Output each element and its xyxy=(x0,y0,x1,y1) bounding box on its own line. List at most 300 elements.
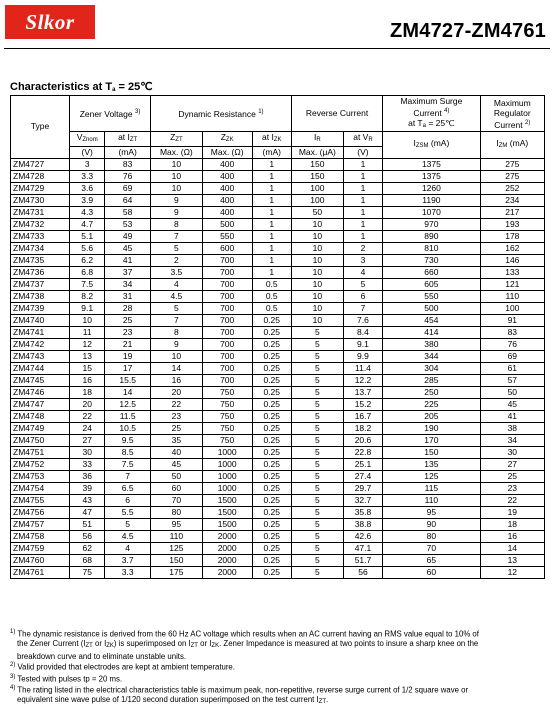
type-cell: ZM4737 xyxy=(11,278,70,290)
header-type: Type xyxy=(11,96,70,159)
value-cell: 56 xyxy=(343,566,382,578)
value-cell: 285 xyxy=(383,374,480,386)
value-cell: 0.25 xyxy=(252,458,291,470)
value-cell: 0.25 xyxy=(252,350,291,362)
value-cell: 47.1 xyxy=(343,542,382,554)
value-cell: 3.3 xyxy=(70,170,105,182)
value-cell: 810 xyxy=(383,242,480,254)
value-cell: 10.5 xyxy=(105,422,151,434)
value-cell: 49 xyxy=(105,230,151,242)
value-cell: 8 xyxy=(150,218,202,230)
value-cell: 22 xyxy=(480,494,544,506)
header-izk: at $I_{ZK}$ xyxy=(252,131,291,146)
value-cell: 1500 xyxy=(202,506,252,518)
value-cell: 11.4 xyxy=(343,362,382,374)
value-cell: 400 xyxy=(202,170,252,182)
header-ir: $I_R$ xyxy=(291,131,343,146)
value-cell: 27 xyxy=(70,434,105,446)
type-cell: ZM4760 xyxy=(11,554,70,566)
value-cell: 25.1 xyxy=(343,458,382,470)
value-cell: 56 xyxy=(70,530,105,542)
value-cell: 65 xyxy=(383,554,480,566)
value-cell: 217 xyxy=(480,206,544,218)
type-cell: ZM4729 xyxy=(11,182,70,194)
value-cell: 5 xyxy=(291,482,343,494)
value-cell: 16.7 xyxy=(343,410,382,422)
value-cell: 1 xyxy=(343,194,382,206)
value-cell: 1070 xyxy=(383,206,480,218)
header-regulator-current: Maximum Regulator Current $^{2)}$ xyxy=(480,96,544,132)
value-cell: 9.1 xyxy=(70,302,105,314)
value-cell: 47 xyxy=(70,506,105,518)
value-cell: 400 xyxy=(202,182,252,194)
value-cell: 454 xyxy=(383,314,480,326)
value-cell: 10 xyxy=(291,230,343,242)
value-cell: 12.5 xyxy=(105,398,151,410)
footnote-1: $^{1)}$ The dynamic resistance is derived from the 60 Hz AC voltage which results when an AC current having an RMS value equal to 10% of xyxy=(10,629,479,639)
value-cell: 0.25 xyxy=(252,470,291,482)
value-cell: 133 xyxy=(480,266,544,278)
value-cell: 5 xyxy=(291,566,343,578)
footnote-2: $^{2)}$ Valid provided that electrodes are kept at ambient temperature. xyxy=(10,662,235,672)
value-cell: 5 xyxy=(150,242,202,254)
value-cell: 1 xyxy=(252,170,291,182)
value-cell: 5 xyxy=(150,302,202,314)
value-cell: 25 xyxy=(105,314,151,326)
value-cell: 10 xyxy=(291,254,343,266)
value-cell: 605 xyxy=(383,278,480,290)
header-surge-current: Maximum Surge Current $^{4)}$ at $T_a$ = 25℃ xyxy=(383,96,480,132)
value-cell: 7 xyxy=(150,230,202,242)
value-cell: 0.25 xyxy=(252,434,291,446)
table-body xyxy=(11,158,545,578)
value-cell: 5 xyxy=(291,446,343,458)
value-cell: 28 xyxy=(105,302,151,314)
value-cell: 0.25 xyxy=(252,410,291,422)
value-cell: 115 xyxy=(383,482,480,494)
value-cell: 16 xyxy=(70,374,105,386)
value-cell: 750 xyxy=(202,422,252,434)
value-cell: 1 xyxy=(252,182,291,194)
value-cell: 5 xyxy=(291,530,343,542)
type-cell: ZM4754 xyxy=(11,482,70,494)
value-cell: 8 xyxy=(150,326,202,338)
table-row xyxy=(11,158,545,170)
value-cell: 0.25 xyxy=(252,422,291,434)
value-cell: 5 xyxy=(291,374,343,386)
value-cell: 11.5 xyxy=(105,410,151,422)
value-cell: 4.3 xyxy=(70,206,105,218)
value-cell: 344 xyxy=(383,350,480,362)
value-cell: 16 xyxy=(150,374,202,386)
type-cell: ZM4752 xyxy=(11,458,70,470)
value-cell: 700 xyxy=(202,302,252,314)
value-cell: 6.8 xyxy=(70,266,105,278)
value-cell: 0.25 xyxy=(252,326,291,338)
value-cell: 45 xyxy=(105,242,151,254)
table-row xyxy=(11,314,545,326)
value-cell: 6.5 xyxy=(105,482,151,494)
value-cell: 1 xyxy=(252,158,291,170)
type-cell: ZM4727 xyxy=(11,158,70,170)
value-cell: 12 xyxy=(480,566,544,578)
value-cell: 970 xyxy=(383,218,480,230)
value-cell: 5 xyxy=(291,458,343,470)
value-cell: 5 xyxy=(291,362,343,374)
value-cell: 7.5 xyxy=(105,458,151,470)
value-cell: 34 xyxy=(480,434,544,446)
value-cell: 730 xyxy=(383,254,480,266)
value-cell: 380 xyxy=(383,338,480,350)
type-cell: ZM4753 xyxy=(11,470,70,482)
value-cell: 39 xyxy=(70,482,105,494)
value-cell: 0.25 xyxy=(252,530,291,542)
value-cell: 38 xyxy=(480,422,544,434)
table-row xyxy=(11,482,545,494)
type-cell: ZM4736 xyxy=(11,266,70,278)
value-cell: 150 xyxy=(291,158,343,170)
value-cell: 178 xyxy=(480,230,544,242)
value-cell: 5 xyxy=(291,410,343,422)
value-cell: 414 xyxy=(383,326,480,338)
footnote-4-cont: equivalent sine wave pulse of 1/120 second duration superimposed on the test current $I_{ZT}$. xyxy=(17,694,329,705)
type-cell: ZM4743 xyxy=(11,350,70,362)
table-row xyxy=(11,254,545,266)
value-cell: 275 xyxy=(480,158,544,170)
unit-cell: (V) xyxy=(343,146,382,158)
value-cell: 38.8 xyxy=(343,518,382,530)
value-cell: 0.5 xyxy=(252,278,291,290)
value-cell: 10 xyxy=(291,302,343,314)
value-cell: 11 xyxy=(70,326,105,338)
value-cell: 1 xyxy=(343,218,382,230)
value-cell: 20 xyxy=(150,386,202,398)
header-vznom: $V_{Znom}$ xyxy=(70,131,105,146)
value-cell: 1190 xyxy=(383,194,480,206)
table-row xyxy=(11,326,545,338)
value-cell: 750 xyxy=(202,434,252,446)
value-cell: 0.25 xyxy=(252,398,291,410)
value-cell: 36 xyxy=(70,470,105,482)
type-cell: ZM4730 xyxy=(11,194,70,206)
value-cell: 500 xyxy=(202,218,252,230)
value-cell: 15.2 xyxy=(343,398,382,410)
table-row xyxy=(11,530,545,542)
value-cell: 10 xyxy=(291,218,343,230)
value-cell: 76 xyxy=(105,170,151,182)
table-row xyxy=(11,266,545,278)
value-cell: 193 xyxy=(480,218,544,230)
logo-text: Slkor xyxy=(25,9,75,34)
type-cell: ZM4735 xyxy=(11,254,70,266)
value-cell: 57 xyxy=(480,374,544,386)
table-row xyxy=(11,374,545,386)
header-zener-voltage: Zener Voltage $^{3)}$ xyxy=(70,96,151,132)
value-cell: 53 xyxy=(105,218,151,230)
value-cell: 660 xyxy=(383,266,480,278)
table-row xyxy=(11,542,545,554)
value-cell: 700 xyxy=(202,362,252,374)
value-cell: 10 xyxy=(70,314,105,326)
type-cell: ZM4758 xyxy=(11,530,70,542)
value-cell: 2 xyxy=(150,254,202,266)
table-row xyxy=(11,290,545,302)
value-cell: 0.25 xyxy=(252,542,291,554)
type-cell: ZM4757 xyxy=(11,518,70,530)
value-cell: 34 xyxy=(105,278,151,290)
value-cell: 750 xyxy=(202,410,252,422)
value-cell: 121 xyxy=(480,278,544,290)
value-cell: 64 xyxy=(105,194,151,206)
value-cell: 24 xyxy=(70,422,105,434)
value-cell: 9 xyxy=(150,206,202,218)
value-cell: 1500 xyxy=(202,494,252,506)
value-cell: 9 xyxy=(150,338,202,350)
value-cell: 95 xyxy=(150,518,202,530)
value-cell: 1000 xyxy=(202,446,252,458)
table-row xyxy=(11,350,545,362)
value-cell: 1 xyxy=(252,242,291,254)
value-cell: 4 xyxy=(150,278,202,290)
value-cell: 27 xyxy=(480,458,544,470)
value-cell: 0.25 xyxy=(252,314,291,326)
value-cell: 750 xyxy=(202,398,252,410)
value-cell: 4.7 xyxy=(70,218,105,230)
value-cell: 150 xyxy=(291,170,343,182)
value-cell: 0.25 xyxy=(252,494,291,506)
value-cell: 6.2 xyxy=(70,254,105,266)
value-cell: 7.5 xyxy=(70,278,105,290)
value-cell: 8.4 xyxy=(343,326,382,338)
value-cell: 0.25 xyxy=(252,362,291,374)
value-cell: 7.6 xyxy=(343,314,382,326)
header-dynamic-resistance: Dynamic Resistance $^{1)}$ xyxy=(150,96,291,132)
value-cell: 41 xyxy=(480,410,544,422)
value-cell: 0.25 xyxy=(252,374,291,386)
value-cell: 20.6 xyxy=(343,434,382,446)
value-cell: 0.25 xyxy=(252,482,291,494)
value-cell: 4.5 xyxy=(150,290,202,302)
table-row xyxy=(11,410,545,422)
value-cell: 0.25 xyxy=(252,338,291,350)
type-cell: ZM4734 xyxy=(11,242,70,254)
value-cell: 3.5 xyxy=(150,266,202,278)
value-cell: 6 xyxy=(343,290,382,302)
table-row xyxy=(11,362,545,374)
value-cell: 10 xyxy=(291,242,343,254)
type-cell: ZM4747 xyxy=(11,398,70,410)
value-cell: 22.8 xyxy=(343,446,382,458)
value-cell: 9.1 xyxy=(343,338,382,350)
value-cell: 125 xyxy=(383,470,480,482)
value-cell: 5 xyxy=(291,386,343,398)
value-cell: 1 xyxy=(252,230,291,242)
value-cell: 0.25 xyxy=(252,446,291,458)
value-cell: 13.7 xyxy=(343,386,382,398)
value-cell: 19 xyxy=(480,506,544,518)
value-cell: 6 xyxy=(105,494,151,506)
value-cell: 3.7 xyxy=(105,554,151,566)
value-cell: 5 xyxy=(291,518,343,530)
table-row xyxy=(11,506,545,518)
value-cell: 1 xyxy=(252,218,291,230)
value-cell: 23 xyxy=(105,326,151,338)
unit-cell: (mA) xyxy=(252,146,291,158)
value-cell: 5 xyxy=(291,554,343,566)
value-cell: 62 xyxy=(70,542,105,554)
value-cell: 32.7 xyxy=(343,494,382,506)
table-row xyxy=(11,218,545,230)
table-row xyxy=(11,398,545,410)
value-cell: 2 xyxy=(343,242,382,254)
value-cell: 1 xyxy=(343,230,382,242)
value-cell: 5 xyxy=(291,470,343,482)
value-cell: 170 xyxy=(383,434,480,446)
value-cell: 9.5 xyxy=(105,434,151,446)
header-izsm: $I_{ZSM}$ (mA) xyxy=(383,131,480,158)
value-cell: 7 xyxy=(150,314,202,326)
value-cell: 95 xyxy=(383,506,480,518)
footnote-4: $^{4)}$ The rating listed in the electrical characteristics table is maximum peak, non-repetitive, reverse surge current of 1/2 square wave or xyxy=(10,684,469,695)
table-row xyxy=(11,170,545,182)
table-row xyxy=(11,230,545,242)
value-cell: 110 xyxy=(150,530,202,542)
type-cell: ZM4756 xyxy=(11,506,70,518)
value-cell: 2000 xyxy=(202,566,252,578)
value-cell: 19 xyxy=(105,350,151,362)
value-cell: 13 xyxy=(70,350,105,362)
value-cell: 69 xyxy=(105,182,151,194)
value-cell: 700 xyxy=(202,350,252,362)
value-cell: 45 xyxy=(480,398,544,410)
footnotes xyxy=(10,628,546,708)
table-row xyxy=(11,518,545,530)
value-cell: 18.2 xyxy=(343,422,382,434)
value-cell: 8.5 xyxy=(105,446,151,458)
value-cell: 10 xyxy=(150,182,202,194)
value-cell: 0.25 xyxy=(252,518,291,530)
value-cell: 50 xyxy=(480,386,544,398)
value-cell: 70 xyxy=(383,542,480,554)
table-row xyxy=(11,446,545,458)
value-cell: 1000 xyxy=(202,482,252,494)
value-cell: 190 xyxy=(383,422,480,434)
value-cell: 3.9 xyxy=(70,194,105,206)
type-cell: ZM4745 xyxy=(11,374,70,386)
value-cell: 14 xyxy=(105,386,151,398)
value-cell: 60 xyxy=(150,482,202,494)
value-cell: 80 xyxy=(150,506,202,518)
value-cell: 5 xyxy=(291,338,343,350)
table-row xyxy=(11,470,545,482)
value-cell: 7 xyxy=(343,302,382,314)
value-cell: 225 xyxy=(383,398,480,410)
value-cell: 90 xyxy=(383,518,480,530)
table-row xyxy=(11,554,545,566)
type-cell: ZM4755 xyxy=(11,494,70,506)
value-cell: 5 xyxy=(105,518,151,530)
value-cell: 5.5 xyxy=(105,506,151,518)
value-cell: 1 xyxy=(343,158,382,170)
value-cell: 3 xyxy=(343,254,382,266)
value-cell: 5 xyxy=(291,422,343,434)
value-cell: 150 xyxy=(150,554,202,566)
value-cell: 700 xyxy=(202,314,252,326)
value-cell: 3 xyxy=(70,158,105,170)
value-cell: 15 xyxy=(70,362,105,374)
value-cell: 5 xyxy=(291,326,343,338)
table-row xyxy=(11,206,545,218)
part-number-title: ZM4727-ZM4761 xyxy=(390,20,546,42)
type-cell: ZM4742 xyxy=(11,338,70,350)
value-cell: 110 xyxy=(480,290,544,302)
unit-cell: Max. (Ω) xyxy=(202,146,252,158)
value-cell: 17 xyxy=(105,362,151,374)
value-cell: 50 xyxy=(291,206,343,218)
value-cell: 1260 xyxy=(383,182,480,194)
value-cell: 58 xyxy=(105,206,151,218)
value-cell: 5 xyxy=(291,434,343,446)
value-cell: 23 xyxy=(150,410,202,422)
value-cell: 10 xyxy=(291,290,343,302)
value-cell: 10 xyxy=(150,350,202,362)
type-cell: ZM4731 xyxy=(11,206,70,218)
value-cell: 51 xyxy=(70,518,105,530)
table-row xyxy=(11,566,545,578)
header-zzk: $Z_{ZK}$ xyxy=(202,131,252,146)
value-cell: 1 xyxy=(343,182,382,194)
value-cell: 69 xyxy=(480,350,544,362)
type-cell: ZM4741 xyxy=(11,326,70,338)
value-cell: 31 xyxy=(105,290,151,302)
type-cell: ZM4748 xyxy=(11,410,70,422)
value-cell: 400 xyxy=(202,158,252,170)
value-cell: 43 xyxy=(70,494,105,506)
value-cell: 1500 xyxy=(202,518,252,530)
value-cell: 150 xyxy=(383,446,480,458)
value-cell: 9 xyxy=(150,194,202,206)
value-cell: 1375 xyxy=(383,170,480,182)
type-cell: ZM4728 xyxy=(11,170,70,182)
table-row xyxy=(11,386,545,398)
value-cell: 550 xyxy=(383,290,480,302)
value-cell: 22 xyxy=(70,410,105,422)
type-cell: ZM4751 xyxy=(11,446,70,458)
value-cell: 0.5 xyxy=(252,290,291,302)
value-cell: 80 xyxy=(383,530,480,542)
value-cell: 16 xyxy=(480,530,544,542)
value-cell: 18 xyxy=(70,386,105,398)
header-vr: at $V_R$ xyxy=(343,131,382,146)
value-cell: 15.5 xyxy=(105,374,151,386)
value-cell: 7 xyxy=(105,470,151,482)
value-cell: 1 xyxy=(343,170,382,182)
value-cell: 0.25 xyxy=(252,506,291,518)
value-cell: 5 xyxy=(291,494,343,506)
value-cell: 41 xyxy=(105,254,151,266)
type-cell: ZM4746 xyxy=(11,386,70,398)
value-cell: 10 xyxy=(291,314,343,326)
value-cell: 12 xyxy=(70,338,105,350)
value-cell: 5.1 xyxy=(70,230,105,242)
value-cell: 0.25 xyxy=(252,566,291,578)
value-cell: 1000 xyxy=(202,458,252,470)
value-cell: 5 xyxy=(291,398,343,410)
value-cell: 0.25 xyxy=(252,386,291,398)
value-cell: 83 xyxy=(105,158,151,170)
value-cell: 1 xyxy=(343,206,382,218)
type-cell: ZM4740 xyxy=(11,314,70,326)
